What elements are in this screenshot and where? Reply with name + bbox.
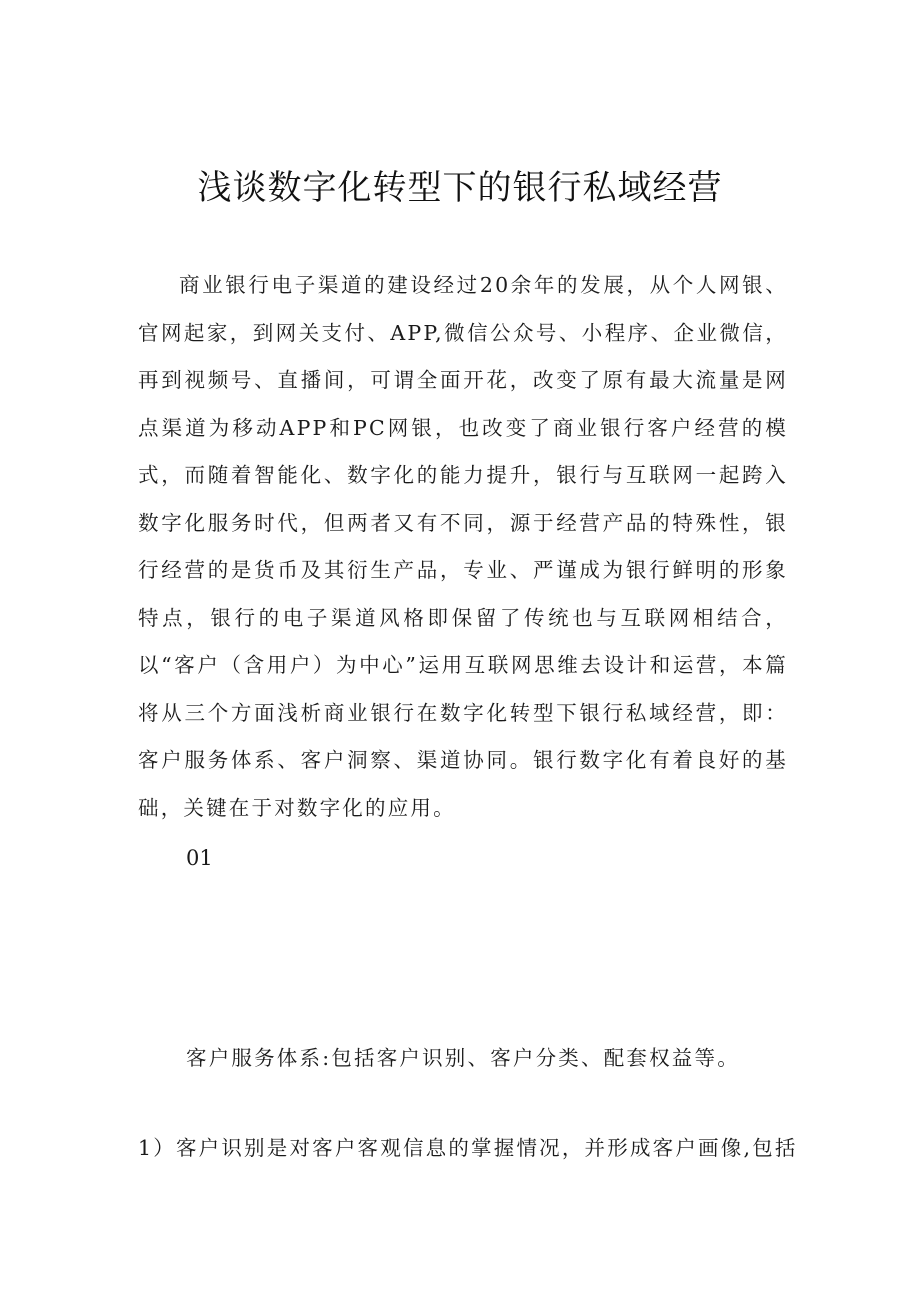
section-number: 01	[186, 846, 213, 870]
service-system-heading: 客户服务体系:包括客户识别、客户分类、配套权益等。	[186, 1046, 740, 1070]
intro-paragraph: 商业银行电子渠道的建设经过20余年的发展，从个人网银、官网起家，到网关支付、APP,微信公众号、小程序、企业微信，再到视频号、直播间，可谓全面开花，改变了原有最大流量是网点渠道为移动APP和PC网银，也改变了商业银行客户经营的模式，而随着智能化、数字化的能力提升，银行与互联网一起跨入数字化服务时代，但两者又有不同，源于经营产品的特殊性，银行经营的是货币及其衍生产品，专业、严谨成为银行鲜明的形象特点，银行的电子渠道风格即保留了传统也与互联网相结合，以“客户（含用户）为中心”运用互联网思维去设计和运营，本篇将从三个方面浅析商业银行在数字化转型下银行私域经营，即：客户服务体系、客户洞察、渠道协同。银行数字化有着良好的基础，关键在于对数字化的应用。	[138, 273, 788, 820]
document-title: 浅谈数字化转型下的银行私域经营	[197, 168, 723, 208]
list-item-1: 1）客户识别是对客户客观信息的掌握情况，并形成客户画像,包括	[138, 1136, 798, 1160]
